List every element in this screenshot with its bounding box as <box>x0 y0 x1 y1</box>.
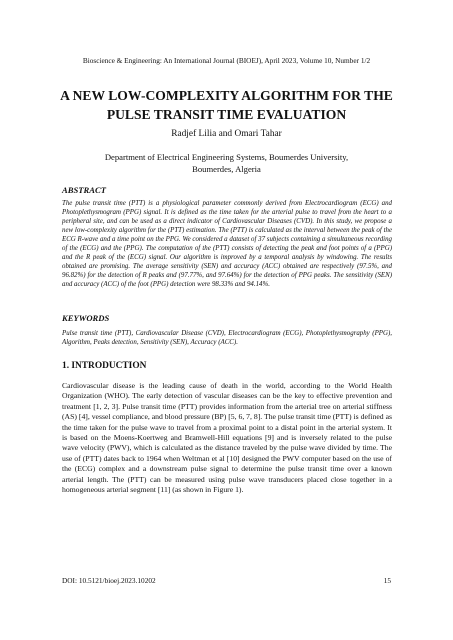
journal-header: Bioscience & Engineering: An International Journal (BIOEJ), April 2023, Volume 10, Number 1/2 <box>82 56 371 65</box>
introduction-text: Cardiovascular disease is the leading cause of death in the world, according to the World Health Organization (WHO). The early detection of vascular diseases can be the key to effective prevention and treatment [1, 2, 3]. Pulse transit time (PTT) provides information from the arterial tree on arterial stiffness (AS) [4], vessel compliance, and blood pressure (BP) [5, 6, 7, 8]. The pulse transit time (PTT) is defined as the time taken for the pulse wave to travel from a proximal point to a distal point in the arterial system. It is based on the Moens-Koertweg and Bramwell-Hill equations [9] and is inversely related to the pulse wave velocity (PWV), which is calculated as the distance traveled by the pulse wave divided by time. The use of (PTT) dates back to 1964 when Weltman et al [10] designed the PWV computer based on the use of the (ECG) complex and a downstream pulse signal to determine the pulse transit time over a known arterial length. The (PTT) can be measured using pulse wave transducers placed close together in a homogeneous arterial segment [11] (as shown in Figure 1). <box>62 381 392 495</box>
title-line-1: A NEW LOW-COMPLEXITY ALGORITHM FOR THE <box>60 88 393 103</box>
keywords-heading: KEYWORDS <box>62 313 110 323</box>
authors: Radjef Lilia and Omari Tahar <box>171 129 282 139</box>
abstract-text: The pulse transit time (PTT) is a physiological parameter commonly derived from Electrocardiogram (ECG) and Photoplethysmogram (PPG) signal. It is defined as the time taken for the arterial pulse to travel from the heart to a peripheral site, and can be used as a direct indicator of Cardiovascular Diseases (CVD). In this study, we propose a new low-complexity algorithm for the (PTT) estimation. The (PTT) is calculated as the interval between the peak of the ECG R-wave and a time point on the PPG. We considered a dataset of 37 subjects containing a simultaneous recording of the (ECG) and the (PPG). The computation of the (PTT) consists of detecting the peak and foot points of a (PPG) and the R peak of the (ECG) signal. Our algorithm is improved by a temporal analysis by windowing. The results obtained are promising. The average sensitivity (SEN) and accuracy (ACC) obtained are respectively (97.5%, and 96.82%) for the detection of R peaks and (97.77%, and 97.64%) for the detection of PPG peaks. The sensitivity (SEN) and accuracy (ACC) of the foot (PPG) detection were 98.33% and 94.14%. <box>62 200 392 288</box>
title-line-2: PULSE TRANSIT TIME EVALUATION <box>106 107 347 122</box>
abstract-heading: ABSTRACT <box>62 185 106 195</box>
keywords-text: Pulse transit time (PTT), Cardiovascular Disease (CVD), Electrocardiogram (ECG), Photoplethysmography (PPG), Algorithm, Peaks detection, Sensitivity (SEN), Accuracy (ACC). <box>62 330 392 346</box>
page-number: 15 <box>383 576 391 585</box>
affiliation-line-1: Department of Electrical Engineering Systems, Boumerdes University, <box>104 152 349 162</box>
paper-title <box>40 86 413 124</box>
footer-doi: DOI: 10.5121/bioej.2023.10202 <box>62 576 156 585</box>
affiliation-line-2: Boumerdes, Algeria <box>192 164 261 174</box>
affiliation <box>60 151 393 175</box>
introduction-heading: 1. INTRODUCTION <box>62 361 147 371</box>
